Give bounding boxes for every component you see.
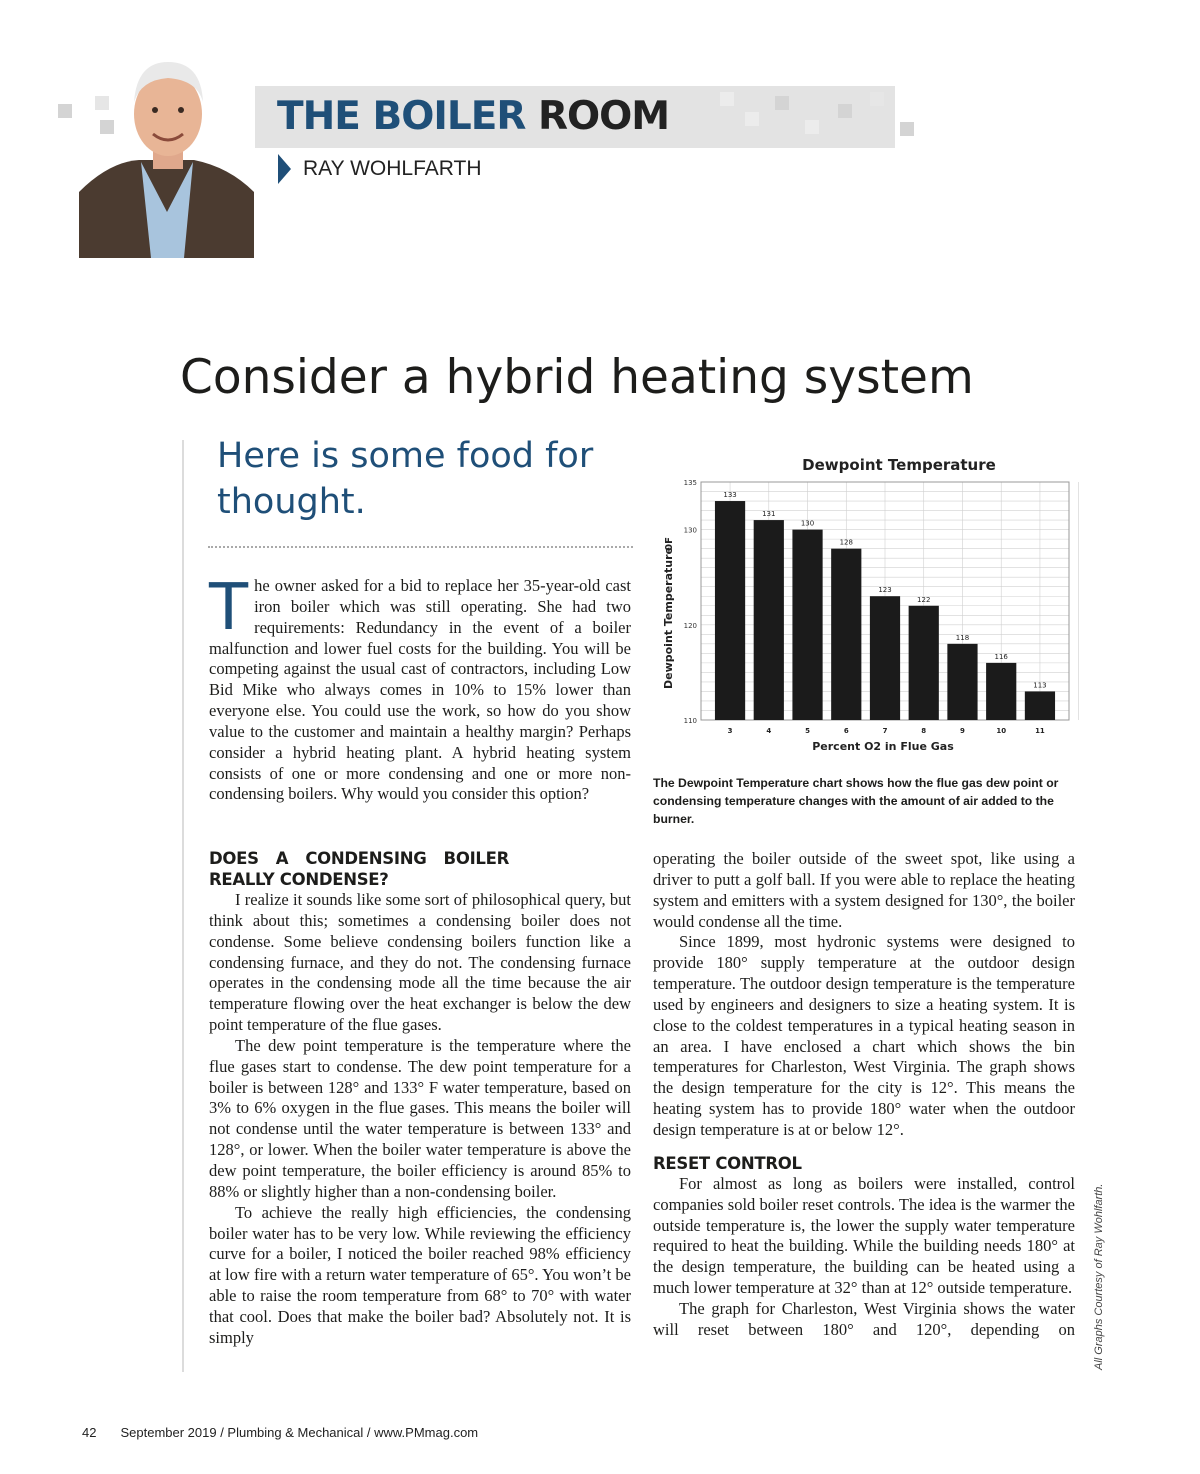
- chart-data-label: 116: [994, 652, 1008, 661]
- graph-credit: All Graphs Courtesy of Ray Wohlfarth.: [1093, 1183, 1105, 1370]
- chart-y-tick-label: 130: [683, 526, 697, 535]
- chart-y-tick-label: 120: [683, 621, 697, 630]
- column-title-part2: ROOM: [537, 94, 670, 139]
- chart-x-tick-label: 5: [805, 727, 810, 735]
- chart-data-label: 128: [839, 538, 853, 547]
- checker-decoration: [838, 104, 852, 118]
- chart-data-label: 113: [1033, 681, 1047, 690]
- section-heading-reset-control: RESET CONTROL: [653, 1153, 802, 1173]
- author-photo: [79, 42, 254, 258]
- checker-decoration: [95, 96, 109, 110]
- chart-bar: [792, 530, 822, 720]
- chart-bar: [909, 606, 939, 720]
- chart-bar: [754, 520, 784, 720]
- chart-x-tick-label: 7: [882, 727, 888, 735]
- chart-bar: [715, 501, 745, 720]
- chart-title: Dewpoint Temperature: [802, 456, 996, 474]
- chart-bar: [870, 596, 900, 720]
- column-title: [277, 92, 669, 142]
- chart-x-tick-label: 11: [1035, 727, 1045, 735]
- column-title-part1: THE BOILER: [277, 94, 526, 139]
- intro-text: he owner asked for a bid to replace her 35-year-old cast iron boiler which was still operating. She had two requirements: Redundancy in the event of a boiler malfunction and lower fuel costs for the building. You will be competing against the usual cast of contractors, including Low Bid Mike who always comes in 10% to 15% lower than everyone else. You could use the work, so how do you show value to the customer and maintain a healthy margin? Perhaps consider a hybrid heating plant. A hybrid heating system consists of one or more condensing and one or more non-condensing boilers. Why would you consider this option?: [209, 576, 631, 804]
- chart-y-axis-unit: 0F: [664, 537, 675, 551]
- checker-decoration: [100, 120, 114, 134]
- body-paragraph: To achieve the really high efficiencies, the condensing boiler water has to be very low. While reviewing the efficiency curve for a boiler, I noticed the boiler reached 98% efficiency at low fire with a return water temperature of 65°. You won’t be able to raise the room temperature from 68° to 70° with water that cool. Does that make the boiler bad? Absolutely not. It is simply: [209, 1202, 631, 1347]
- chart-data-label: 122: [917, 595, 931, 604]
- right-column: [653, 849, 1075, 1341]
- intro-paragraph: [209, 571, 631, 805]
- section-heading-condensing: DOES A CONDENSING BOILER REALLY CONDENSE?: [209, 849, 509, 889]
- chart-bar: [831, 549, 861, 720]
- checker-decoration: [805, 120, 819, 134]
- chart-data-label: 133: [723, 491, 737, 500]
- body-paragraph: For almost as long as boilers were installed, control companies sold boiler reset controls. The idea is the warmer the outside temperature is, the lower the supply water temperature required to heat the building. While the building needs 180° at the design temperature, the building can be heated using a much lower temperature at 32° than at 12° outside temperature.: [653, 1173, 1075, 1298]
- checker-decoration: [870, 92, 884, 106]
- footer-text: September 2019 / Plumbing & Mechanical / www.PMmag.com: [120, 1425, 479, 1440]
- checker-decoration: [745, 112, 759, 126]
- chart-y-axis-label: Dewpoint Temperature: [662, 547, 675, 689]
- dotted-divider: [208, 546, 633, 548]
- chart-x-tick-label: 6: [843, 727, 849, 735]
- chart-x-tick-label: 9: [960, 727, 965, 735]
- chart-x-tick-label: 8: [921, 727, 927, 735]
- checker-decoration: [775, 96, 789, 110]
- chart-x-tick-label: 4: [766, 727, 772, 735]
- chart-bar: [947, 644, 977, 720]
- page-number: 42: [82, 1425, 97, 1440]
- chart-caption: The Dewpoint Temperature chart shows how the flue gas dew point or condensing temperature changes with the amount of air added to the burner.: [653, 776, 1059, 826]
- chart-x-tick-label: 3: [727, 727, 733, 735]
- checker-decoration: [720, 92, 734, 106]
- checker-decoration: [58, 104, 72, 118]
- chart-x-tick-label: 10: [996, 727, 1007, 735]
- drop-cap: T: [209, 571, 249, 645]
- chart-y-tick-label: 110: [683, 717, 697, 725]
- page-footer: [82, 1425, 478, 1440]
- left-column: [209, 848, 631, 1349]
- chart-data-label: 123: [878, 586, 892, 595]
- checker-decoration: [900, 122, 914, 136]
- column-rule: [182, 440, 184, 1372]
- chart-data-label: 118: [955, 633, 970, 642]
- triangle-arrow-icon: [278, 154, 291, 184]
- body-paragraph: Since 1899, most hydronic systems were designed to provide 180° supply temperature at the outdoor design temperature. The outdoor design temperature is the temperature used by engineers and designers to size a heating system. It is close to the coldest temperatures in a typical heating season in an area. I have enclosed a chart which shows the bin temperatures for Charleston, West Virginia. The graph shows the design temperature for the city is 12°. This means the heating system has to provide 180° water when the outdoor design temperature is at or below 12°.: [653, 932, 1075, 1139]
- body-paragraph: operating the boiler outside of the sweet spot, like using a driver to putt a golf ball. If you were able to replace the heating system and emitters with a system designed for 130°, the boiler would condense all the time.: [653, 849, 1075, 931]
- chart-x-axis-label: Percent O2 in Flue Gas: [812, 740, 954, 753]
- dewpoint-chart-svg: [656, 450, 1086, 762]
- chart-y-tick-label: 135: [683, 479, 697, 487]
- body-paragraph: The dew point temperature is the temperature where the flue gases start to condense. The dew point temperature for a boiler is between 128° and 133° F water temperature, based on 3% to 6% oxygen in the flue gases. This means the boiler will not condense until the water temperature is between 133° and 128°, or lower. When the boiler water temperature is above the dew point temperature, the boiler efficiency is around 85% to 88% or slightly higher than a non-condensing boiler.: [209, 1035, 631, 1201]
- chart-bar: [1025, 691, 1055, 720]
- chart-data-label: 131: [762, 510, 776, 519]
- author-name: RAY WOHLFARTH: [303, 157, 482, 180]
- dewpoint-chart: [656, 450, 1086, 762]
- article-subhead: Here is some food for thought.: [217, 436, 594, 522]
- body-paragraph: The graph for Charleston, West Virginia shows the water will reset between 180° and 120°, depending on: [653, 1298, 1075, 1339]
- chart-bar: [986, 663, 1016, 720]
- article-headline: Consider a hybrid heating system: [180, 350, 974, 405]
- chart-data-label: 130: [800, 519, 815, 528]
- body-paragraph: I realize it sounds like some sort of philosophical query, but think about this; sometimes a condensing boiler does not condense. Some believe condensing boilers function like a condensing furnace, and they do not. The condensing furnace operates in the condensing mode all the time because the air temperature flowing over the heat exchanger is below the dew point temperature of the flue gases.: [209, 890, 631, 1035]
